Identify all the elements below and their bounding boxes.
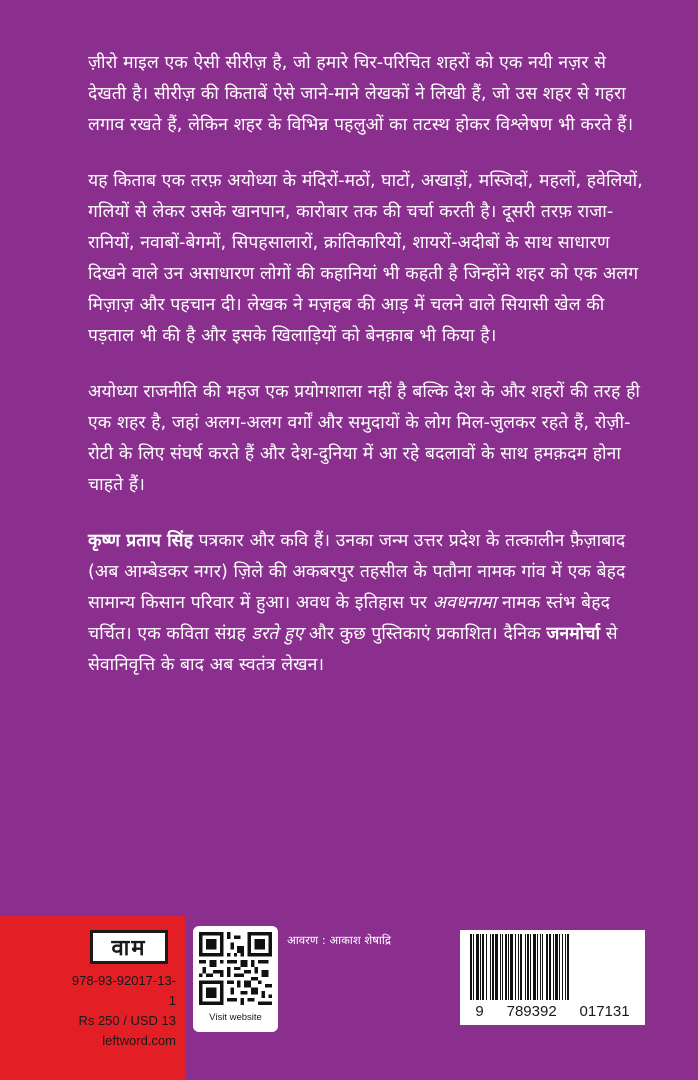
- bio-text-4: से सेवानिवृत्ति के बाद अब स्वतंत्र लेखन।: [88, 624, 618, 675]
- price-text: Rs 250 / USD 13: [78, 1013, 176, 1028]
- series-paragraph: ज़ीरो माइल एक ऐसी सीरीज़ है, जो हमारे चिर-परिचित शहरों को एक नयी नज़र से देखती है। सीरीज़ की किताबें ऐसे जाने-माने लेखकों ने लिखी हैं, जो उस शहर से गहरा लगाव रखते हैं, लेकिन शहर के विभिन्न पहलुओं का तटस्थ होकर विश्लेषण भी करते हैं।: [88, 53, 634, 135]
- barcode-icon: [466, 934, 639, 1002]
- book-paragraph: यह किताब एक तरफ़ अयोध्या के मंदिरों-मठों, घाटों, अखाड़ों, मस्जिदों, महलों, हवेलियों, गलियों से लेकर उसके खानपान, कारोबार तक की चर्चा करती है। दूसरी तरफ़ राजा-रानियों, नवाबों-बेगमों, सिपहसालारों, क्रांतिकारियों, शायरों-अदीबों के साथ साधारण दिखने वाले उन असाधारण लोगों की कहानियां भी कहती है जिन्होंने शहर को एक अलग मिज़ाज़ और पहचान दी। लेखक ने मज़हब की आड़ में चलने वाले सियासी खेल की पड़ताल भी की है और इसके खिलाड़ियों को बेनक़ाब भी किया है।: [88, 171, 643, 346]
- website-text: leftword.com: [102, 1033, 176, 1048]
- cover-credit: आवरण : आकाश शेषाद्रि: [287, 933, 391, 947]
- book-title: डरते हुए: [251, 624, 304, 644]
- author-name: कृष्ण प्रताप सिंह: [88, 531, 193, 551]
- publisher-info: [66, 971, 176, 1051]
- qr-code[interactable]: [193, 926, 278, 1032]
- barcode-group-2: 017131: [579, 1003, 630, 1020]
- bio-text-3: और कुछ पुस्तिकाएं प्रकाशित। दैनिक: [303, 624, 547, 644]
- barcode-group-1: 789392: [506, 1003, 557, 1020]
- bio-text-1: पत्रकार और कवि हैं। उनका जन्म उत्तर प्रदेश के तत्कालीन फ़ैज़ाबाद (अब आम्बेडकर नगर) ज़िले की अकबरपुर तहसील के पतौना नामक गांव में एक बेहद सामान्य किसान परिवार में हुआ। अवध के इतिहास पर: [88, 531, 626, 613]
- blurb: [88, 48, 648, 706]
- barcode-number: [460, 1003, 645, 1020]
- isbn-text: 978-93-92017-13-1: [71, 973, 176, 1008]
- column-title: अवधनामा: [432, 593, 497, 613]
- ayodhya-paragraph: अयोध्या राजनीति की महज एक प्रयोगशाला नहीं है बल्कि देश के और शहरों की तरह ही एक शहर है, जहां अलग-अलग वर्गों और समुदायों के लोग मिल-जुलकर रहते हैं, रोज़ी-रोटी के लिए संघर्ष करते हैं और देश-दुनिया में आ रहे बदलावों के साथ हमक़दम होना चाहते हैं।: [88, 382, 641, 495]
- publisher-logo: वाम: [90, 930, 168, 964]
- bio-text-2: नामक स्तंभ बेहद चर्चित। एक कविता संग्रह: [88, 593, 610, 644]
- author-bio: [88, 526, 648, 681]
- newspaper-name: जनमोर्चा: [546, 624, 601, 644]
- barcode-lead-digit: 9: [475, 1003, 484, 1020]
- qr-caption: Visit website: [209, 1012, 262, 1023]
- isbn-barcode: [460, 930, 645, 1025]
- qr-code-icon: [199, 932, 272, 1005]
